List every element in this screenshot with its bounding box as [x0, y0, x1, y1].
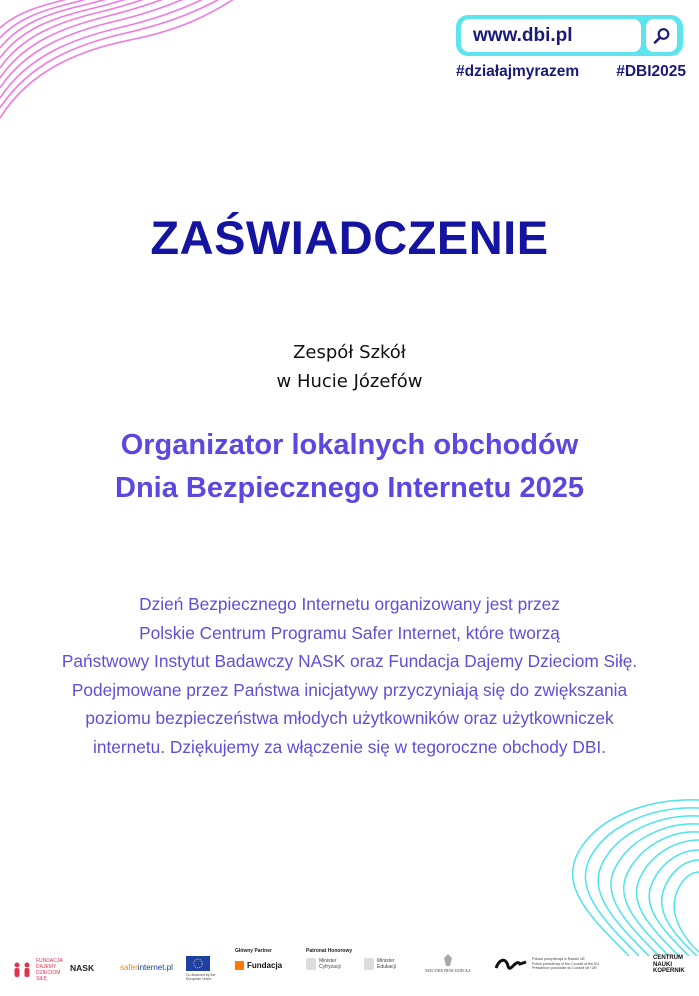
ministry-2-line-a: Minister: [377, 958, 395, 964]
ministry-1-line-b: Cyfryzacji: [319, 964, 341, 970]
kopernik-line-1: CENTRUM: [653, 955, 683, 961]
presidency-mark-icon: [494, 956, 528, 972]
patronage-label: Patronat Honorowy: [306, 948, 353, 954]
school-line-2: w Hucie Józefów: [276, 371, 423, 392]
safer-text: safer: [120, 963, 138, 972]
children-icon: [12, 962, 34, 978]
orange-square-icon: [235, 961, 244, 970]
eagle-icon: [364, 958, 374, 970]
body-line: Państwowy Instytut Badawczy NASK oraz Fundacja Dajemy Dzieciom Siłę.: [61, 651, 638, 671]
fdds-logo: [12, 958, 62, 982]
hashtag-dzialajmyrazem: #działajmyrazem: [456, 63, 580, 80]
saferinternet-logo: [120, 963, 173, 972]
internet-text: internet.pl: [137, 963, 173, 972]
body-line: Dzień Bezpiecznego Internetu organizowany jest przez: [139, 594, 560, 614]
eu-caption: Co-financed by the European Union: [186, 973, 216, 981]
ministry-2-line-b: Edukacji: [377, 964, 396, 970]
orange-fundacja-text: Fundacja: [247, 961, 283, 970]
school-line-1: Zespół Szkół: [293, 342, 406, 363]
body-line: Podejmowane przez Państwa inicjatywy przyczyniają się do zwiększania: [71, 679, 628, 700]
kopernik-logo: [653, 955, 685, 975]
kopernik-line-2: NAUKI: [653, 961, 672, 968]
main-partner-label: Główny Partner: [235, 948, 272, 954]
cyan-wave-decoration: [539, 796, 699, 956]
search-button[interactable]: [646, 19, 677, 52]
nask-logo: NASK: [70, 963, 95, 973]
presidency-line-2: Polish presidency of the Council of the EU: [532, 961, 600, 966]
eu-logo: [186, 956, 226, 981]
body-paragraph: [0, 590, 699, 761]
url-search-bar: [456, 15, 683, 56]
eagle-emblem-icon: [443, 954, 453, 966]
eu-flag-icon: [186, 956, 210, 971]
school-name: [0, 338, 699, 396]
rpd-text: RZECZNIK PRAW DZIECKA: [425, 969, 471, 973]
partner-logos: [10, 948, 689, 988]
presidency-line-3: Présidence polonaise du Conseil de l'UE: [532, 966, 597, 971]
pink-wave-decoration: [0, 0, 240, 130]
ministry-digital-logo: [306, 958, 341, 970]
body-line: internetu. Dziękujemy za włączenie się w tegoroczne obchody DBI.: [93, 736, 606, 757]
ministry-1-line-a: Minister: [319, 958, 337, 964]
rpd-logo: [420, 954, 476, 974]
presidency-line-1: Polska prezydencja w Radzie UE: [532, 957, 585, 962]
kopernik-line-3: KOPERNIK: [653, 968, 685, 974]
hashtag-dbi2025: #DBI2025: [616, 63, 686, 80]
role-heading: [0, 424, 699, 510]
certificate-title: ZAŚWIADCZENIE: [150, 211, 549, 264]
url-text[interactable]: www.dbi.pl: [461, 19, 641, 52]
orange-fundacja-logo: [235, 961, 282, 970]
role-line-1: Organizator lokalnych obchodów: [120, 429, 579, 461]
body-line: Polskie Centrum Programu Safer Internet, które tworzą: [139, 622, 560, 643]
role-line-2: Dnia Bezpiecznego Internetu 2025: [115, 472, 584, 504]
search-icon: [653, 27, 671, 45]
fdds-text: FUNDACJA DAJEMY DZIECIOM SIŁĘ: [36, 958, 63, 982]
eagle-icon: [306, 958, 316, 970]
body-line: poziomu bezpieczeństwa młodych użytkowników oraz użytkowniczek: [85, 708, 614, 728]
presidency-logo: [494, 956, 599, 972]
ministry-education-logo: [364, 958, 396, 970]
hashtags: [456, 63, 686, 81]
